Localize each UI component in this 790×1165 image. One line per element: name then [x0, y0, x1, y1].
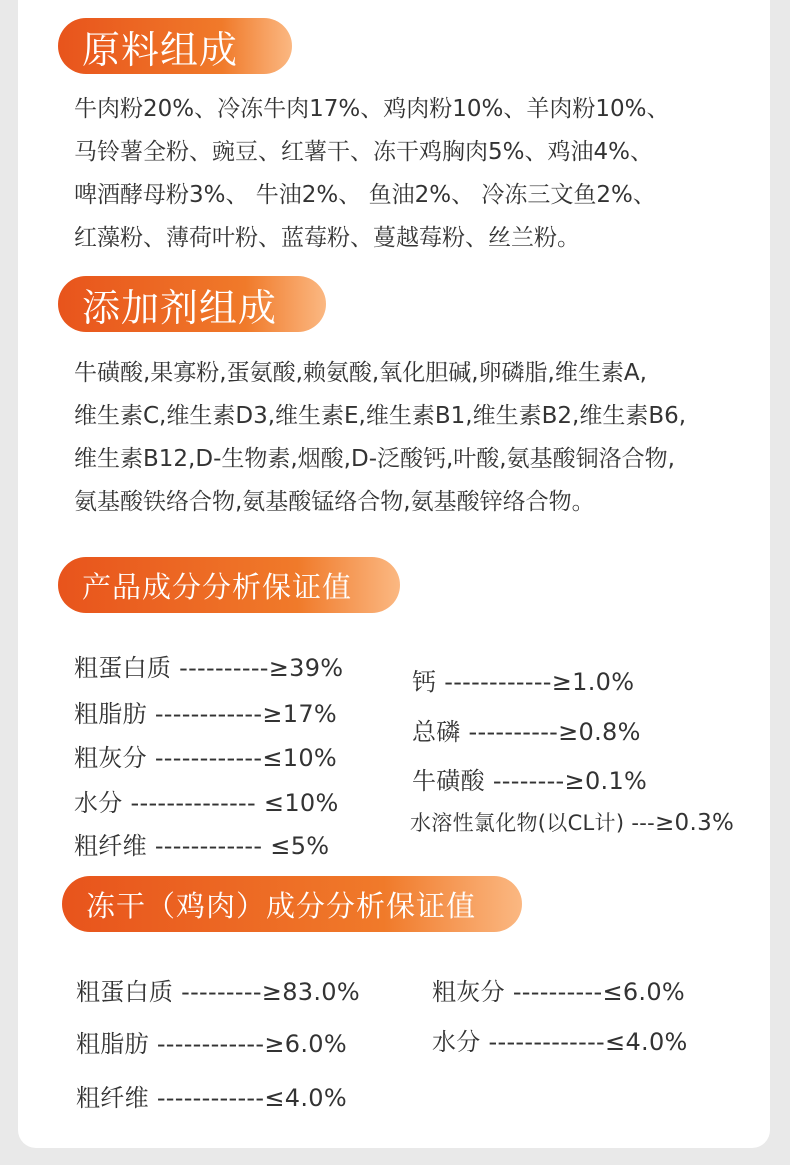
raw-materials-heading [58, 18, 292, 74]
freeze-dried-row [76, 1024, 347, 1059]
analysis-dashes: -------- [484, 767, 565, 795]
analysis-value: ≤4.0% [605, 1028, 688, 1056]
analysis-dashes: ---------- [504, 978, 603, 1006]
analysis-dashes: ------------ [146, 700, 263, 728]
analysis-dashes: --- [624, 811, 655, 835]
analysis-value: ≥39% [268, 654, 344, 682]
analysis-value: ≥83.0% [261, 978, 360, 1006]
raw-materials-line: 红藻粉、薄荷叶粉、蓝莓粉、蔓越莓粉、丝兰粉。 [74, 225, 580, 251]
freeze-dried-row [76, 1078, 347, 1113]
analysis-name: 水溶性氯化物(以CL计) [410, 811, 625, 835]
analysis-row [74, 694, 337, 729]
analysis-dashes: ------------ [146, 832, 271, 860]
analysis-name: 粗蛋白质 [74, 654, 172, 682]
analysis-value: ≥0.3% [654, 810, 735, 836]
analysis-value: ≤10% [262, 744, 338, 772]
analysis-name: 粗脂肪 [76, 1030, 149, 1058]
analysis-name: 水分 [432, 1028, 481, 1056]
analysis-value: ≤10% [263, 789, 339, 817]
analysis-name: 粗灰分 [432, 978, 505, 1006]
analysis-value: ≥17% [262, 700, 338, 728]
freeze-dried-row [432, 972, 685, 1007]
analysis-row [412, 662, 634, 697]
additives-line: 维生素C,维生素D3,维生素E,维生素B1,维生素B2,维生素B6, [74, 403, 687, 429]
additives-text [74, 352, 764, 524]
analysis-name: 总磷 [412, 718, 461, 746]
analysis-row [74, 738, 337, 773]
freeze-dried-row [432, 1022, 688, 1057]
analysis-row [74, 648, 343, 683]
analysis-dashes: ------------ [148, 1084, 265, 1112]
analysis-dashes: ------------ [436, 668, 552, 696]
analysis-dashes: --------- [173, 978, 262, 1006]
additives-line: 牛磺酸,果寡粉,蛋氨酸,赖氨酸,氧化胆碱,卵磷脂,维生素A, [74, 360, 647, 386]
analysis-name: 牛磺酸 [412, 767, 485, 795]
analysis-row [412, 761, 647, 796]
additives-heading [58, 276, 326, 332]
analysis-name: 粗纤维 [76, 1084, 149, 1112]
analysis-value: ≥6.0% [264, 1030, 347, 1058]
additives-line: 维生素B12,D-生物素,烟酸,D-泛酸钙,叶酸,氨基酸铜洛合物, [74, 446, 675, 472]
analysis-name: 钙 [412, 668, 437, 696]
analysis-dashes: ------------- [480, 1028, 606, 1056]
raw-materials-text [74, 88, 764, 260]
analysis-value: ≥0.1% [564, 767, 648, 795]
analysis-value: ≥0.8% [558, 718, 641, 746]
analysis-row [74, 826, 329, 861]
raw-materials-line: 啤酒酵母粉3%、 牛油2%、 鱼油2%、 冷冻三文鱼2%、 [74, 182, 656, 208]
analysis-dashes: ------------ [146, 744, 263, 772]
analysis-value: ≤6.0% [602, 978, 686, 1006]
analysis-name: 粗蛋白质 [76, 978, 174, 1006]
freeze-dried-analysis-title: 冻干（鸡肉）成分分析保证值 [86, 888, 477, 923]
analysis-name: 粗灰分 [74, 744, 147, 772]
analysis-dashes: ------------ [148, 1030, 265, 1058]
analysis-row [410, 807, 734, 837]
raw-materials-title: 原料组成 [82, 27, 239, 72]
raw-materials-line: 马铃薯全粉、豌豆、红薯干、冻干鸡胸肉5%、鸡油4%、 [74, 139, 653, 165]
analysis-dashes: -------------- [122, 789, 264, 817]
product-analysis-title: 产品成分分析保证值 [82, 569, 353, 604]
product-analysis-heading [58, 557, 400, 613]
analysis-name: 水分 [74, 789, 123, 817]
analysis-value: ≤4.0% [264, 1084, 347, 1112]
analysis-dashes: ---------- [460, 718, 559, 746]
analysis-name: 粗纤维 [74, 832, 147, 860]
analysis-dashes: ---------- [171, 654, 269, 682]
analysis-value: ≥1.0% [551, 668, 635, 696]
additives-line: 氨基酸铁络合物,氨基酸锰络合物,氨基酸锌络合物。 [74, 489, 595, 515]
analysis-row [74, 783, 339, 818]
additives-title: 添加剂组成 [82, 285, 278, 330]
freeze-dried-row [76, 972, 360, 1007]
analysis-row [412, 712, 641, 747]
analysis-name: 粗脂肪 [74, 700, 147, 728]
raw-materials-line: 牛肉粉20%、冷冻牛肉17%、鸡肉粉10%、羊肉粉10%、 [74, 96, 670, 122]
freeze-dried-analysis-heading [62, 876, 522, 932]
analysis-value: ≤5% [270, 832, 330, 860]
